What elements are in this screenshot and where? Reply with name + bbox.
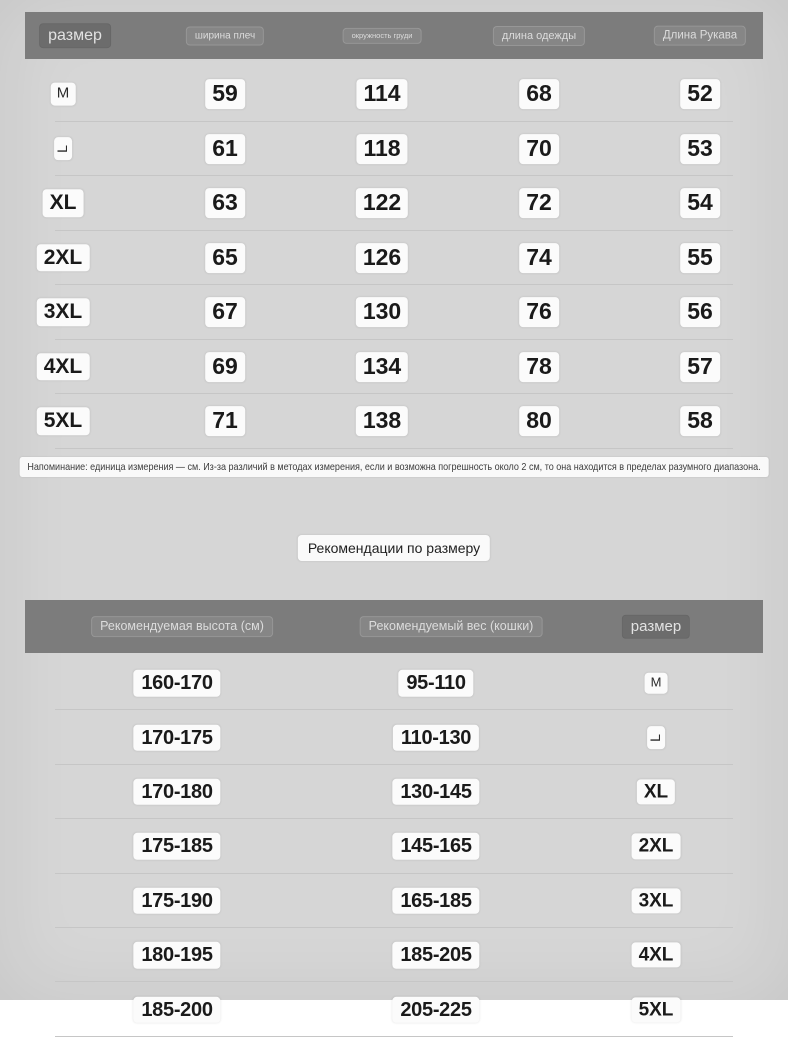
weight-range-value: 110-130 xyxy=(393,724,479,750)
size-value-rotated xyxy=(54,137,72,161)
table-row-partial xyxy=(0,982,788,1036)
garment-length-value: 80 xyxy=(519,406,559,436)
weight-range-value: 165-185 xyxy=(392,888,479,914)
sleeve-length-value: 56 xyxy=(680,297,720,327)
table-row xyxy=(0,231,788,286)
header-shoulder-width: ширина плеч xyxy=(186,26,264,45)
height-range-value: 175-185 xyxy=(133,833,220,859)
size-table-header-band xyxy=(25,12,763,59)
table-row xyxy=(0,928,788,982)
chest-value: 130 xyxy=(356,297,408,327)
size-value: 5XL xyxy=(37,407,90,435)
table-row xyxy=(0,819,788,873)
chest-value: 122 xyxy=(356,188,408,218)
header-size: размер xyxy=(622,614,690,639)
size-value: M xyxy=(51,83,76,106)
recommendation-table-header-band xyxy=(25,600,763,653)
size-value: 2XL xyxy=(632,834,681,859)
header-sleeve-length: Длина Рукава xyxy=(654,25,746,46)
shoulder-width-value: 69 xyxy=(205,352,245,382)
size-value: 3XL xyxy=(37,298,90,326)
garment-length-value: 76 xyxy=(519,297,559,327)
size-value: XL xyxy=(637,779,675,804)
weight-range-value: 205-225 xyxy=(392,996,479,1022)
garment-length-value: 72 xyxy=(519,188,559,218)
shoulder-width-value: 63 xyxy=(205,188,245,218)
header-recommended-weight: Рекомендуемый вес (кошки) xyxy=(360,616,543,638)
chest-value: 118 xyxy=(356,134,407,164)
size-value: 5XL xyxy=(632,997,681,1022)
size-value-rotated xyxy=(647,726,665,750)
measurement-note: Напоминание: единица измерения — см. Из-за различий в методах измерения, если и возможна погрешность около 2 см, то она находится в пределах разумного диапазона. xyxy=(20,457,769,477)
height-range-value: 180-195 xyxy=(133,942,220,968)
size-value: XL xyxy=(43,189,84,217)
height-range-value: 170-175 xyxy=(133,724,220,750)
garment-length-value: 70 xyxy=(519,134,559,164)
table-row xyxy=(0,67,788,122)
shoulder-width-value: 59 xyxy=(205,79,245,109)
header-recommended-height: Рекомендуемая высота (см) xyxy=(91,616,273,638)
header-garment-length: длина одежды xyxy=(493,25,585,45)
recommendation-title: Рекомендации по размеру xyxy=(298,535,490,561)
table-row xyxy=(0,394,788,449)
weight-range-value: 145-165 xyxy=(392,833,479,859)
height-range-value: 160-170 xyxy=(133,670,220,696)
garment-length-value: 78 xyxy=(519,352,559,382)
size-value: 4XL xyxy=(632,943,681,968)
header-size: размер xyxy=(39,23,111,49)
weight-range-value: 130-145 xyxy=(392,779,479,805)
height-range-value: 170-180 xyxy=(133,779,220,805)
shoulder-width-value: 67 xyxy=(205,297,245,327)
size-value: M xyxy=(645,673,668,694)
shoulder-width-value: 65 xyxy=(205,243,245,273)
rotated-l-glyph: L xyxy=(54,144,71,153)
garment-length-value: 68 xyxy=(519,79,559,109)
table-row xyxy=(0,340,788,395)
sleeve-length-value: 57 xyxy=(680,352,720,382)
weight-range-value: 95-110 xyxy=(398,670,473,696)
chest-value: 114 xyxy=(356,79,407,109)
garment-length-value: 74 xyxy=(519,243,559,273)
size-value: 3XL xyxy=(632,888,681,913)
shoulder-width-value: 71 xyxy=(205,406,245,436)
sleeve-length-value: 58 xyxy=(680,406,720,436)
table-row xyxy=(0,285,788,340)
shoulder-width-value: 61 xyxy=(205,134,245,164)
table-row xyxy=(0,710,788,764)
header-chest-circumference: окружность груди xyxy=(343,27,422,43)
sleeve-length-value: 54 xyxy=(680,188,720,218)
chest-value: 126 xyxy=(356,243,408,273)
sleeve-length-value: 53 xyxy=(680,134,720,164)
height-range-value: 175-190 xyxy=(133,888,220,914)
sleeve-length-value: 52 xyxy=(680,79,720,109)
sleeve-length-value: 55 xyxy=(680,243,720,273)
table-row xyxy=(0,765,788,819)
size-value: 2XL xyxy=(37,244,90,272)
chest-value: 134 xyxy=(356,352,408,382)
height-range-value: 185-200 xyxy=(133,996,220,1022)
table-row xyxy=(0,122,788,177)
table-row xyxy=(0,874,788,928)
table-row xyxy=(0,176,788,231)
rotated-l-glyph: L xyxy=(647,733,664,742)
weight-range-value: 185-205 xyxy=(392,942,479,968)
table-row xyxy=(0,656,788,710)
chest-value: 138 xyxy=(356,406,408,436)
size-value: 4XL xyxy=(37,353,90,381)
